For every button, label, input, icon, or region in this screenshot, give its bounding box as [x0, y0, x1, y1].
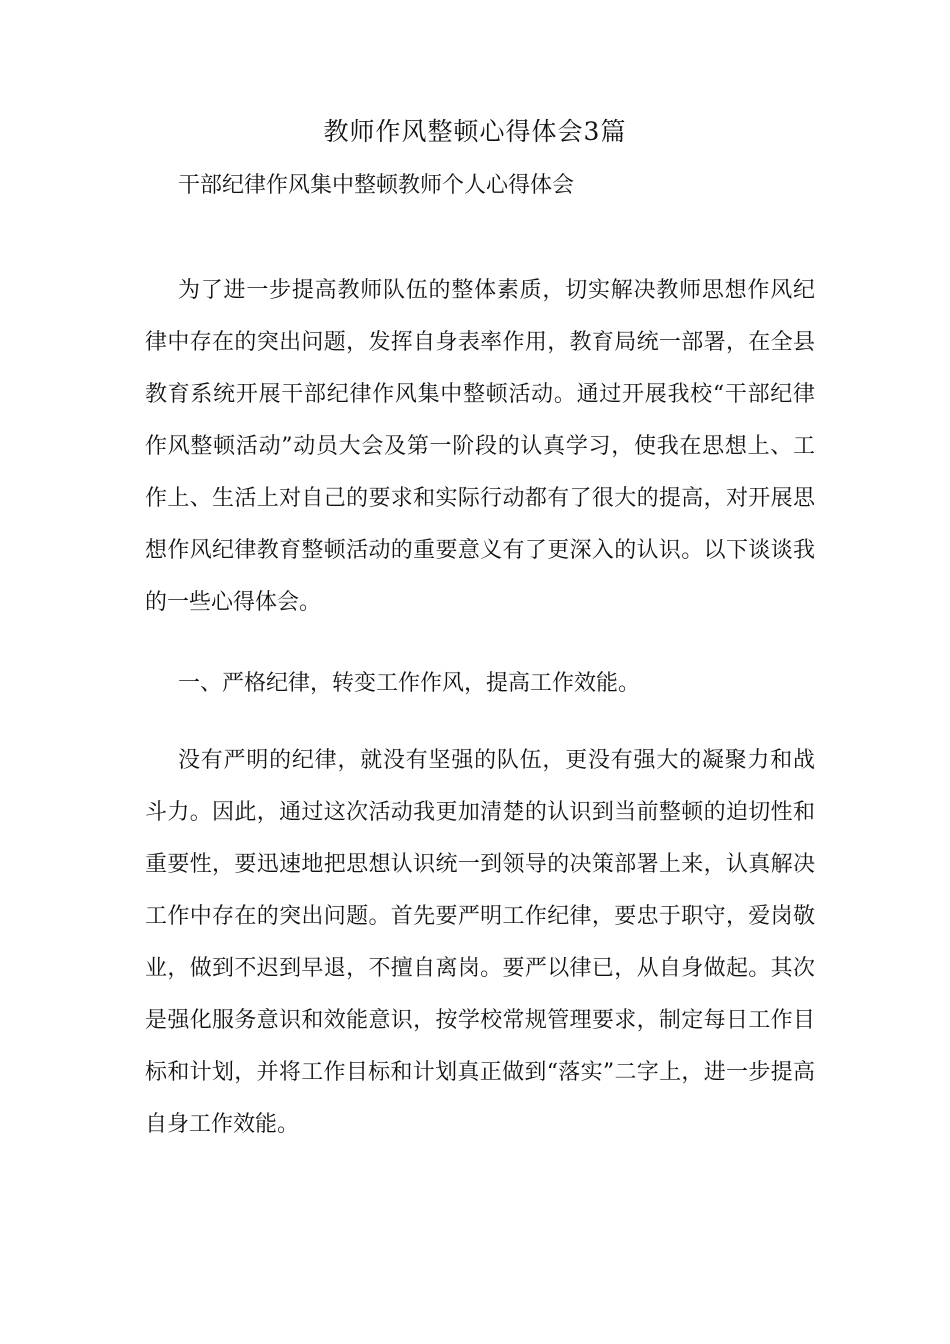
document-subtitle: 干部纪律作风集中整顿教师个人心得体会 [178, 173, 575, 198]
body-paragraph-2: 没有严明的纪律，就没有坚强的队伍，更没有强大的凝聚力和战斗力。因此，通过这次活动我更加清楚的认识到当前整顿的迫切性和重要性，要迅速地把思想认识统一到领导的决策部署上来，认真解决工作中存在的突出问题。首先要严明工作纪律，要忠于职守，爱岗敬业，做到不迟到早退，不擅自离岗。要严以律已，从自身做起。其次是强化服务意识和效能意识，按学校常规管理要求，制定每日工作目标和计划，并将工作目标和计划真正做到“落实”二字上，进一步提高自身工作效能。 [145, 748, 815, 1137]
section-heading: 一、严格纪律，转变工作作风，提高工作效能。 [178, 671, 641, 696]
body-paragraph-1: 为了进一步提高教师队伍的整体素质，切实解决教师思想作风纪律中存在的突出问题，发挥自身表率作用，教育局统一部署，在全县教育系统开展干部纪律作风集中整顿活动。通过开展我校“干部纪律作风整顿活动”动员大会及第一阶段的认真学习，使我在思想上、工作上、生活上对自己的要求和实际行动都有了很大的提高，对开展思想作风纪律教育整顿活动的重要意义有了更深入的认识。以下谈谈我的一些心得体会。 [145, 278, 815, 615]
document-title: 教师作风整顿心得体会3篇 [323, 117, 627, 146]
